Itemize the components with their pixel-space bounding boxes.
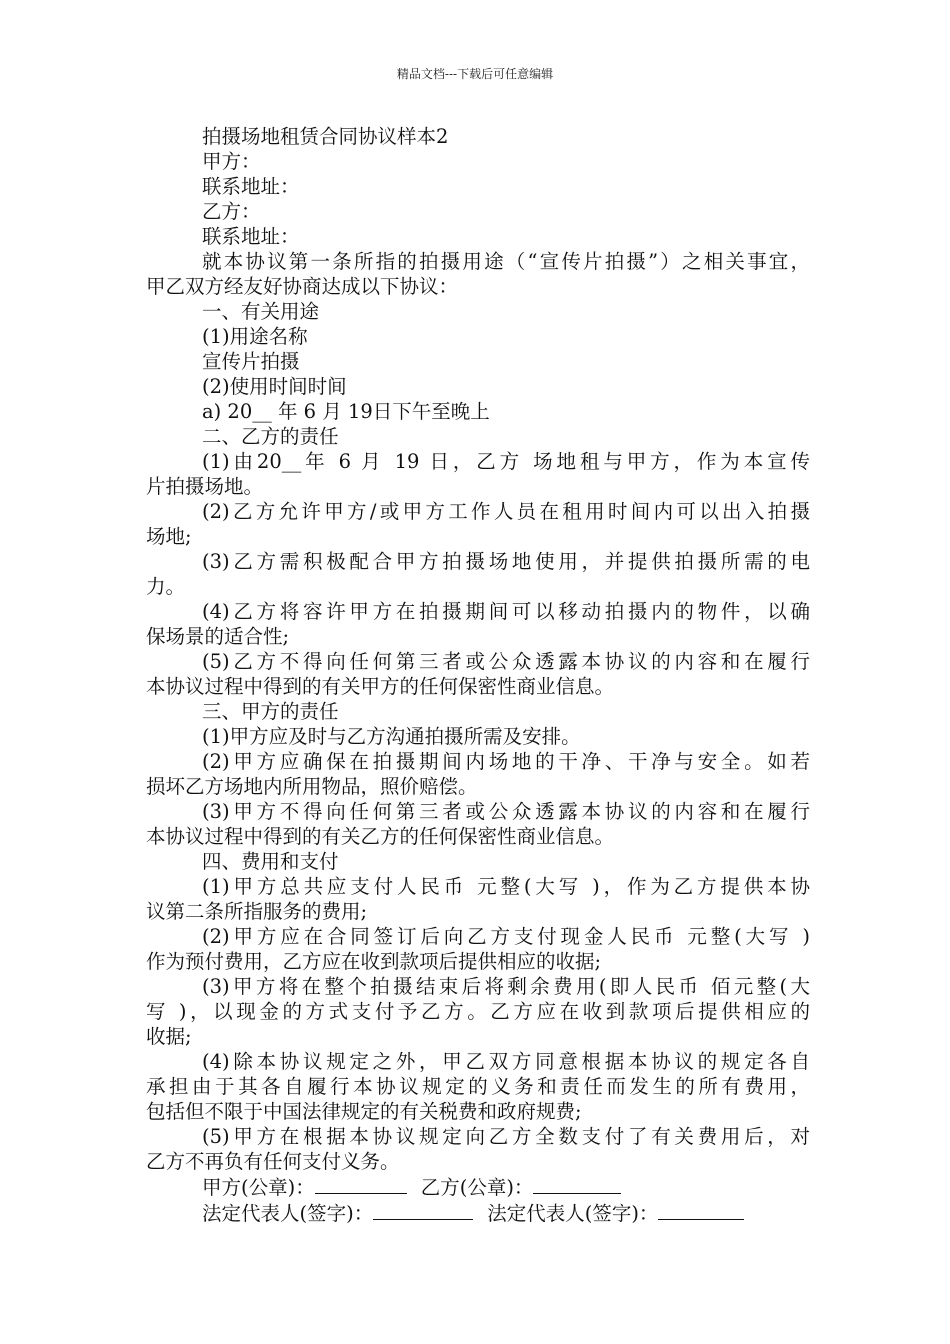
party-a-representative-blank [373, 1200, 473, 1220]
representative-line [146, 1200, 810, 1226]
page-header: 精品文档---下载后可任意编辑 [396, 67, 554, 81]
party-b-representative-label: 法定代表人(签字)： [487, 1202, 659, 1225]
intro-line-2: 甲乙双方经友好协商达成以下协议： [146, 275, 459, 298]
section-4-item-3-line-2: 写 )，以现金的方式支付予乙方。乙方应在收到款项后提供相应的 [146, 1000, 810, 1023]
party-a-label: 甲方： [202, 150, 261, 173]
section-1-item-1: (1)用途名称 [202, 325, 308, 348]
party-b-seal-blank [533, 1174, 621, 1194]
section-1-item-2-value: a) 20__ 年 6 月 19日下午至晚上 [202, 400, 490, 423]
document-title: 拍摄场地租赁合同协议样本2 [202, 125, 449, 148]
section-4-heading: 四、费用和支付 [202, 850, 339, 873]
section-2-item-3-line-1: (3)乙方需积极配合甲方拍摄场地使用，并提供拍摄所需的电 [202, 550, 810, 573]
section-2-item-5-line-1: (5)乙方不得向任何第三者或公众透露本协议的内容和在履行 [202, 650, 810, 673]
party-b-label: 乙方： [202, 200, 261, 223]
section-2-item-2-line-1: (2)乙方允许甲方/或甲方工作人员在租用时间内可以出入拍摄 [202, 500, 810, 523]
party-a-seal-blank [315, 1174, 407, 1194]
section-4-item-4-line-1: (4)除本协议规定之外，甲乙双方同意根据本协议的规定各自 [202, 1050, 810, 1073]
intro-line-1: 就本协议第一条所指的拍摄用途（“宣传片拍摄”）之相关事宜， [202, 250, 810, 273]
section-3-item-3-line-1: (3)甲方不得向任何第三者或公众透露本协议的内容和在履行 [202, 800, 810, 823]
document-body [146, 124, 810, 1226]
party-b-representative-blank [658, 1200, 744, 1220]
section-3-item-1: (1)甲方应及时与乙方沟通拍摄所需及安排。 [202, 725, 581, 748]
section-3-heading: 三、甲方的责任 [202, 700, 339, 723]
section-2-item-5-line-2: 本协议过程中得到的有关甲方的任何保密性商业信息。 [146, 675, 615, 698]
section-4-item-1-line-1: (1)甲方总共应支付人民币 元整(大写 )，作为乙方提供本协 [202, 875, 810, 898]
section-4-item-3-line-3: 收据; [146, 1025, 192, 1048]
section-4-item-5-line-1: (5)甲方在根据本协议规定向乙方全数支付了有关费用后，对 [202, 1125, 810, 1148]
section-2-item-2-line-2: 场地; [146, 525, 192, 548]
section-1-item-1-value: 宣传片拍摄 [202, 350, 300, 373]
section-4-item-2-line-1: (2)甲方应在合同签订后向乙方支付现金人民币 元整(大写 ) [202, 925, 810, 948]
section-3-item-2-line-2: 损坏乙方场地内所用物品，照价赔偿。 [146, 775, 478, 798]
section-2-heading: 二、乙方的责任 [202, 425, 339, 448]
section-2-item-1-line-1: (1)由20__年 6 月 19 日，乙方 场地租与甲方，作为本宣传 [202, 450, 810, 473]
section-3-item-3-line-2: 本协议过程中得到的有关乙方的任何保密性商业信息。 [146, 825, 615, 848]
seal-line [146, 1174, 810, 1200]
section-2-item-4-line-1: (4)乙方将容许甲方在拍摄期间可以移动拍摄内的物件，以确 [202, 600, 810, 623]
party-a-seal-label: 甲方(公章)： [202, 1176, 315, 1199]
section-4-item-2-line-2: 作为预付费用，乙方应在收到款项后提供相应的收据; [146, 950, 602, 973]
section-4-item-3-line-1: (3)甲方将在整个拍摄结束后将剩余费用(即人民币 佰元整(大 [202, 975, 810, 998]
section-4-item-1-line-2: 议第二条所指服务的费用; [146, 900, 368, 923]
section-1-heading: 一、有关用途 [202, 300, 320, 323]
section-1-item-2: (2)使用时间时间 [202, 375, 347, 398]
party-a-address-label: 联系地址： [202, 175, 300, 198]
section-4-item-5-line-2: 乙方不再负有任何支付义务。 [146, 1150, 400, 1173]
section-4-item-4-line-2: 承担由于其各自履行本协议规定的义务和责任而发生的所有费用， [146, 1075, 810, 1098]
section-2-item-1-line-2: 片拍摄场地。 [146, 475, 264, 498]
party-a-representative-label: 法定代表人(签字)： [202, 1202, 374, 1225]
party-b-seal-label: 乙方(公章)： [420, 1176, 534, 1199]
party-b-address-label: 联系地址： [202, 225, 300, 248]
section-4-item-4-line-3: 包括但不限于中国法律规定的有关税费和政府规费; [146, 1100, 582, 1123]
section-2-item-3-line-2: 力。 [146, 575, 186, 598]
section-3-item-2-line-1: (2)甲方应确保在拍摄期间内场地的干净、干净与安全。如若 [202, 750, 810, 773]
section-2-item-4-line-2: 保场景的适合性; [146, 625, 290, 648]
